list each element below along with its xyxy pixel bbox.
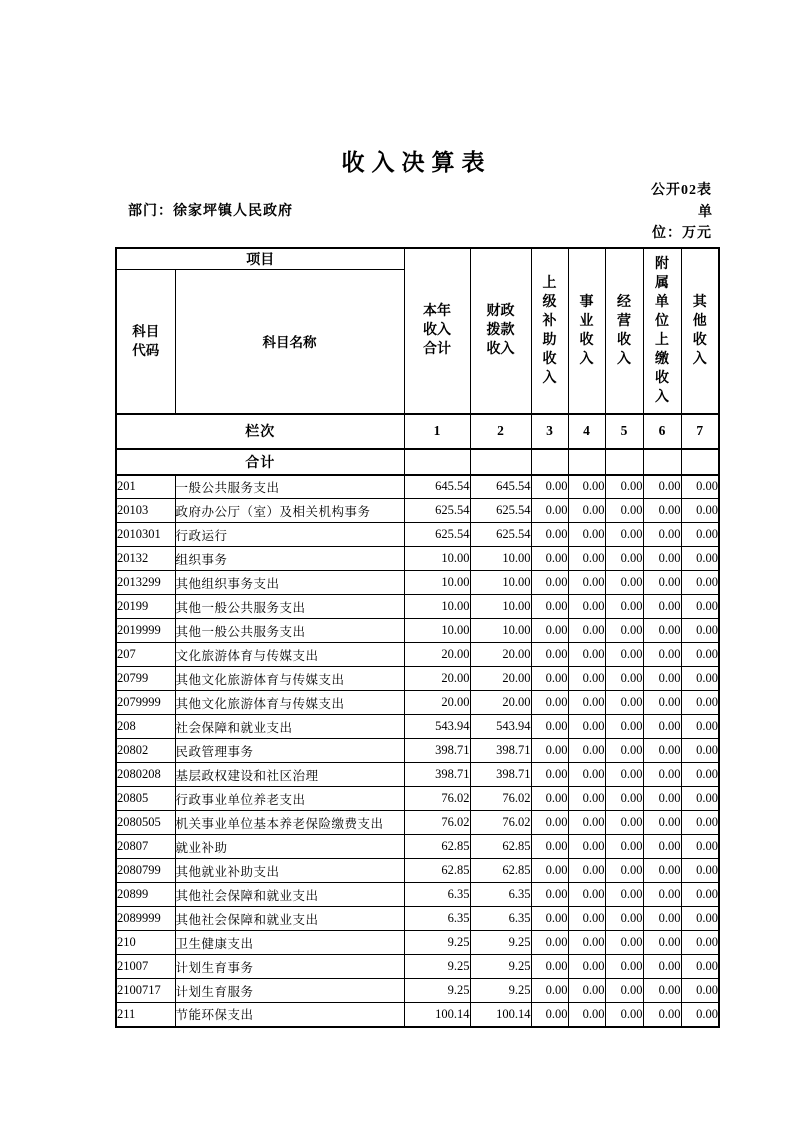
value-cell-subordinate-remittance: 0.00 [643, 523, 681, 547]
value-cell-subordinate-remittance: 0.00 [643, 739, 681, 763]
value-cell-fiscal-appropriation: 9.25 [470, 931, 531, 955]
value-cell-business-income: 0.00 [568, 667, 605, 691]
value-cell-superior-subsidy: 0.00 [531, 835, 568, 859]
column-header-total-income-text: 本年收入合计 [423, 304, 451, 358]
column-header-total-income [404, 248, 470, 414]
subject-code-header [116, 270, 175, 414]
total-value-4 [568, 449, 605, 475]
value-cell-total-income: 76.02 [404, 811, 470, 835]
table-row [116, 739, 719, 763]
value-cell-subordinate-remittance: 0.00 [643, 835, 681, 859]
revenue-table [115, 247, 720, 1028]
table-row [116, 763, 719, 787]
value-cell-total-income: 10.00 [404, 619, 470, 643]
subject-code-cell: 2079999 [116, 691, 175, 715]
value-cell-operating-income: 0.00 [605, 763, 643, 787]
value-cell-operating-income: 0.00 [605, 979, 643, 1003]
value-cell-superior-subsidy: 0.00 [531, 883, 568, 907]
value-cell-superior-subsidy: 0.00 [531, 931, 568, 955]
value-cell-subordinate-remittance: 0.00 [643, 931, 681, 955]
column-index-2: 2 [470, 414, 531, 449]
value-cell-total-income: 9.25 [404, 931, 470, 955]
value-cell-operating-income: 0.00 [605, 691, 643, 715]
subject-name-cell: 其他就业补助支出 [175, 859, 404, 883]
total-value-1 [404, 449, 470, 475]
table-row [116, 595, 719, 619]
value-cell-business-income: 0.00 [568, 1003, 605, 1027]
value-cell-operating-income: 0.00 [605, 619, 643, 643]
subject-name-cell: 其他社会保障和就业支出 [175, 883, 404, 907]
value-cell-total-income: 645.54 [404, 475, 470, 499]
subject-code-cell: 207 [116, 643, 175, 667]
department-label: 部门：徐家坪镇人民政府 [128, 204, 293, 219]
value-cell-other-income: 0.00 [681, 619, 719, 643]
value-cell-business-income: 0.00 [568, 763, 605, 787]
value-cell-superior-subsidy: 0.00 [531, 1003, 568, 1027]
value-cell-other-income: 0.00 [681, 739, 719, 763]
table-row [116, 475, 719, 499]
value-cell-other-income: 0.00 [681, 883, 719, 907]
value-cell-business-income: 0.00 [568, 883, 605, 907]
value-cell-business-income: 0.00 [568, 475, 605, 499]
value-cell-subordinate-remittance: 0.00 [643, 907, 681, 931]
value-cell-other-income: 0.00 [681, 763, 719, 787]
value-cell-operating-income: 0.00 [605, 739, 643, 763]
column-header-subordinate-remittance [643, 248, 681, 414]
value-cell-superior-subsidy: 0.00 [531, 523, 568, 547]
unit-label-line1: 单 [698, 205, 712, 220]
value-cell-business-income: 0.00 [568, 643, 605, 667]
table-row [116, 1003, 719, 1027]
table-row [116, 931, 719, 955]
subject-code-cell: 2010301 [116, 523, 175, 547]
value-cell-fiscal-appropriation: 398.71 [470, 739, 531, 763]
table-number-label: 公开02表 [651, 183, 712, 198]
value-cell-superior-subsidy: 0.00 [531, 907, 568, 931]
value-cell-fiscal-appropriation: 62.85 [470, 835, 531, 859]
value-cell-business-income: 0.00 [568, 499, 605, 523]
value-cell-fiscal-appropriation: 398.71 [470, 763, 531, 787]
value-cell-subordinate-remittance: 0.00 [643, 715, 681, 739]
subject-name-cell: 计划生育服务 [175, 979, 404, 1003]
subject-code-cell: 208 [116, 715, 175, 739]
column-header-business-income-text: 事业收入 [579, 294, 594, 367]
value-cell-business-income: 0.00 [568, 859, 605, 883]
subject-code-cell: 20132 [116, 547, 175, 571]
value-cell-business-income: 0.00 [568, 931, 605, 955]
value-cell-other-income: 0.00 [681, 667, 719, 691]
value-cell-other-income: 0.00 [681, 931, 719, 955]
value-cell-other-income: 0.00 [681, 691, 719, 715]
value-cell-fiscal-appropriation: 10.00 [470, 595, 531, 619]
value-cell-total-income: 62.85 [404, 859, 470, 883]
value-cell-business-income: 0.00 [568, 979, 605, 1003]
subject-name-cell: 行政事业单位养老支出 [175, 787, 404, 811]
value-cell-total-income: 625.54 [404, 499, 470, 523]
subject-name-cell: 其他社会保障和就业支出 [175, 907, 404, 931]
subject-code-cell: 2100717 [116, 979, 175, 1003]
value-cell-fiscal-appropriation: 645.54 [470, 475, 531, 499]
table-row [116, 979, 719, 1003]
value-cell-operating-income: 0.00 [605, 835, 643, 859]
value-cell-superior-subsidy: 0.00 [531, 955, 568, 979]
value-cell-operating-income: 0.00 [605, 883, 643, 907]
value-cell-superior-subsidy: 0.00 [531, 739, 568, 763]
column-index-3: 3 [531, 414, 568, 449]
value-cell-subordinate-remittance: 0.00 [643, 787, 681, 811]
subject-name-cell: 节能环保支出 [175, 1003, 404, 1027]
subject-name-cell: 社会保障和就业支出 [175, 715, 404, 739]
column-header-superior-subsidy [531, 248, 568, 414]
column-header-superior-subsidy-text: 上级补助收入 [542, 275, 557, 386]
value-cell-subordinate-remittance: 0.00 [643, 763, 681, 787]
subject-code-cell: 201 [116, 475, 175, 499]
value-cell-superior-subsidy: 0.00 [531, 643, 568, 667]
subject-name-cell: 其他组织事务支出 [175, 571, 404, 595]
total-value-7 [681, 449, 719, 475]
subject-name-cell: 行政运行 [175, 523, 404, 547]
value-cell-superior-subsidy: 0.00 [531, 547, 568, 571]
column-index-7: 7 [681, 414, 719, 449]
value-cell-fiscal-appropriation: 10.00 [470, 571, 531, 595]
value-cell-fiscal-appropriation: 10.00 [470, 619, 531, 643]
column-index-5: 5 [605, 414, 643, 449]
value-cell-fiscal-appropriation: 76.02 [470, 787, 531, 811]
value-cell-subordinate-remittance: 0.00 [643, 859, 681, 883]
value-cell-subordinate-remittance: 0.00 [643, 979, 681, 1003]
subject-name-cell: 一般公共服务支出 [175, 475, 404, 499]
value-cell-total-income: 6.35 [404, 883, 470, 907]
table-row [116, 643, 719, 667]
value-cell-operating-income: 0.00 [605, 1003, 643, 1027]
value-cell-total-income: 398.71 [404, 739, 470, 763]
value-cell-business-income: 0.00 [568, 619, 605, 643]
value-cell-operating-income: 0.00 [605, 667, 643, 691]
value-cell-superior-subsidy: 0.00 [531, 595, 568, 619]
value-cell-other-income: 0.00 [681, 979, 719, 1003]
subject-code-cell: 2080208 [116, 763, 175, 787]
subject-name-cell: 计划生育事务 [175, 955, 404, 979]
subject-name-cell: 机关事业单位基本养老保险缴费支出 [175, 811, 404, 835]
value-cell-operating-income: 0.00 [605, 859, 643, 883]
project-header-cell: 项目 [116, 248, 404, 270]
value-cell-business-income: 0.00 [568, 547, 605, 571]
value-cell-total-income: 10.00 [404, 547, 470, 571]
value-cell-business-income: 0.00 [568, 811, 605, 835]
value-cell-operating-income: 0.00 [605, 571, 643, 595]
subject-name-cell: 其他文化旅游体育与传媒支出 [175, 691, 404, 715]
value-cell-other-income: 0.00 [681, 787, 719, 811]
table-row [116, 859, 719, 883]
value-cell-fiscal-appropriation: 6.35 [470, 883, 531, 907]
value-cell-business-income: 0.00 [568, 691, 605, 715]
value-cell-total-income: 10.00 [404, 595, 470, 619]
subject-name-cell: 文化旅游体育与传媒支出 [175, 643, 404, 667]
value-cell-total-income: 10.00 [404, 571, 470, 595]
value-cell-operating-income: 0.00 [605, 547, 643, 571]
value-cell-operating-income: 0.00 [605, 523, 643, 547]
column-header-fiscal-appropriation-text: 财政拨款收入 [486, 304, 515, 358]
value-cell-business-income: 0.00 [568, 955, 605, 979]
subject-code-cell: 20199 [116, 595, 175, 619]
column-header-fiscal-appropriation [470, 248, 531, 414]
table-row [116, 499, 719, 523]
value-cell-operating-income: 0.00 [605, 787, 643, 811]
subject-code-header-text: 科目代码 [132, 324, 160, 359]
value-cell-subordinate-remittance: 0.00 [643, 619, 681, 643]
value-cell-business-income: 0.00 [568, 787, 605, 811]
unit-label-line2: 位：万元 [652, 226, 712, 241]
value-cell-superior-subsidy: 0.00 [531, 571, 568, 595]
value-cell-subordinate-remittance: 0.00 [643, 475, 681, 499]
column-header-operating-income-text: 经营收入 [617, 294, 631, 367]
total-value-5 [605, 449, 643, 475]
value-cell-operating-income: 0.00 [605, 811, 643, 835]
subject-name-header: 科目名称 [175, 270, 404, 414]
value-cell-business-income: 0.00 [568, 571, 605, 595]
total-value-6 [643, 449, 681, 475]
value-cell-business-income: 0.00 [568, 907, 605, 931]
subject-code-cell: 20802 [116, 739, 175, 763]
value-cell-superior-subsidy: 0.00 [531, 499, 568, 523]
value-cell-superior-subsidy: 0.00 [531, 787, 568, 811]
subject-code-cell: 2080505 [116, 811, 175, 835]
value-cell-total-income: 20.00 [404, 643, 470, 667]
value-cell-total-income: 100.14 [404, 1003, 470, 1027]
table-row [116, 619, 719, 643]
total-row-label: 合计 [116, 449, 404, 475]
subject-code-cell: 20805 [116, 787, 175, 811]
column-header-other-income-text: 其他收入 [692, 294, 707, 367]
value-cell-total-income: 20.00 [404, 691, 470, 715]
value-cell-other-income: 0.00 [681, 547, 719, 571]
value-cell-superior-subsidy: 0.00 [531, 619, 568, 643]
subject-code-cell: 210 [116, 931, 175, 955]
column-index-6: 6 [643, 414, 681, 449]
value-cell-total-income: 9.25 [404, 979, 470, 1003]
value-cell-other-income: 0.00 [681, 595, 719, 619]
value-cell-business-income: 0.00 [568, 595, 605, 619]
subject-name-cell: 卫生健康支出 [175, 931, 404, 955]
value-cell-subordinate-remittance: 0.00 [643, 571, 681, 595]
value-cell-other-income: 0.00 [681, 955, 719, 979]
value-cell-business-income: 0.00 [568, 523, 605, 547]
column-header-other-income [681, 248, 719, 414]
value-cell-operating-income: 0.00 [605, 907, 643, 931]
table-row [116, 787, 719, 811]
value-cell-other-income: 0.00 [681, 475, 719, 499]
value-cell-superior-subsidy: 0.00 [531, 691, 568, 715]
subject-code-cell: 20807 [116, 835, 175, 859]
value-cell-operating-income: 0.00 [605, 715, 643, 739]
subject-code-cell: 2019999 [116, 619, 175, 643]
table-row [116, 715, 719, 739]
total-value-2 [470, 449, 531, 475]
value-cell-business-income: 0.00 [568, 715, 605, 739]
subject-name-cell: 政府办公厅（室）及相关机构事务 [175, 499, 404, 523]
column-header-operating-income [605, 248, 643, 414]
subject-name-cell: 其他一般公共服务支出 [175, 619, 404, 643]
column-index-1: 1 [404, 414, 470, 449]
value-cell-other-income: 0.00 [681, 835, 719, 859]
value-cell-other-income: 0.00 [681, 715, 719, 739]
subject-code-cell: 20103 [116, 499, 175, 523]
value-cell-other-income: 0.00 [681, 1003, 719, 1027]
value-cell-superior-subsidy: 0.00 [531, 475, 568, 499]
value-cell-fiscal-appropriation: 20.00 [470, 643, 531, 667]
value-cell-total-income: 76.02 [404, 787, 470, 811]
value-cell-total-income: 20.00 [404, 667, 470, 691]
value-cell-other-income: 0.00 [681, 499, 719, 523]
total-row [116, 449, 719, 475]
value-cell-business-income: 0.00 [568, 739, 605, 763]
subject-name-cell: 其他一般公共服务支出 [175, 595, 404, 619]
subject-code-cell: 211 [116, 1003, 175, 1027]
value-cell-total-income: 625.54 [404, 523, 470, 547]
value-cell-fiscal-appropriation: 9.25 [470, 955, 531, 979]
value-cell-operating-income: 0.00 [605, 475, 643, 499]
value-cell-subordinate-remittance: 0.00 [643, 643, 681, 667]
table-row [116, 523, 719, 547]
column-index-label: 栏次 [116, 414, 404, 449]
table-row [116, 883, 719, 907]
page-title: 收入决算表 [341, 149, 492, 175]
value-cell-fiscal-appropriation: 9.25 [470, 979, 531, 1003]
value-cell-fiscal-appropriation: 20.00 [470, 667, 531, 691]
value-cell-other-income: 0.00 [681, 571, 719, 595]
value-cell-superior-subsidy: 0.00 [531, 811, 568, 835]
value-cell-subordinate-remittance: 0.00 [643, 595, 681, 619]
subject-name-cell: 民政管理事务 [175, 739, 404, 763]
value-cell-total-income: 62.85 [404, 835, 470, 859]
value-cell-total-income: 6.35 [404, 907, 470, 931]
value-cell-fiscal-appropriation: 625.54 [470, 499, 531, 523]
value-cell-operating-income: 0.00 [605, 643, 643, 667]
value-cell-superior-subsidy: 0.00 [531, 979, 568, 1003]
column-index-row [116, 414, 719, 449]
value-cell-total-income: 398.71 [404, 763, 470, 787]
total-value-3 [531, 449, 568, 475]
subject-code-cell: 2013299 [116, 571, 175, 595]
value-cell-other-income: 0.00 [681, 811, 719, 835]
value-cell-total-income: 543.94 [404, 715, 470, 739]
table-body [116, 475, 719, 1027]
value-cell-subordinate-remittance: 0.00 [643, 955, 681, 979]
subject-code-cell: 20799 [116, 667, 175, 691]
value-cell-superior-subsidy: 0.00 [531, 763, 568, 787]
value-cell-operating-income: 0.00 [605, 955, 643, 979]
value-cell-fiscal-appropriation: 62.85 [470, 859, 531, 883]
table-row [116, 835, 719, 859]
subject-name-cell: 其他文化旅游体育与传媒支出 [175, 667, 404, 691]
subject-code-cell: 2089999 [116, 907, 175, 931]
value-cell-superior-subsidy: 0.00 [531, 859, 568, 883]
value-cell-superior-subsidy: 0.00 [531, 715, 568, 739]
table-row [116, 667, 719, 691]
value-cell-fiscal-appropriation: 10.00 [470, 547, 531, 571]
value-cell-subordinate-remittance: 0.00 [643, 667, 681, 691]
table-row [116, 811, 719, 835]
subject-name-cell: 基层政权建设和社区治理 [175, 763, 404, 787]
table-row [116, 547, 719, 571]
table-row [116, 955, 719, 979]
value-cell-operating-income: 0.00 [605, 595, 643, 619]
column-header-business-income [568, 248, 605, 414]
value-cell-subordinate-remittance: 0.00 [643, 811, 681, 835]
column-index-4: 4 [568, 414, 605, 449]
subject-code-cell: 2080799 [116, 859, 175, 883]
value-cell-subordinate-remittance: 0.00 [643, 691, 681, 715]
value-cell-fiscal-appropriation: 76.02 [470, 811, 531, 835]
value-cell-fiscal-appropriation: 543.94 [470, 715, 531, 739]
table-row [116, 571, 719, 595]
table-row [116, 691, 719, 715]
value-cell-business-income: 0.00 [568, 835, 605, 859]
subject-code-cell: 21007 [116, 955, 175, 979]
value-cell-fiscal-appropriation: 20.00 [470, 691, 531, 715]
value-cell-operating-income: 0.00 [605, 499, 643, 523]
value-cell-other-income: 0.00 [681, 859, 719, 883]
value-cell-subordinate-remittance: 0.00 [643, 1003, 681, 1027]
value-cell-fiscal-appropriation: 100.14 [470, 1003, 531, 1027]
value-cell-subordinate-remittance: 0.00 [643, 883, 681, 907]
value-cell-total-income: 9.25 [404, 955, 470, 979]
table-row [116, 907, 719, 931]
value-cell-other-income: 0.00 [681, 643, 719, 667]
value-cell-operating-income: 0.00 [605, 931, 643, 955]
subject-code-cell: 20899 [116, 883, 175, 907]
value-cell-superior-subsidy: 0.00 [531, 667, 568, 691]
value-cell-subordinate-remittance: 0.00 [643, 547, 681, 571]
value-cell-fiscal-appropriation: 6.35 [470, 907, 531, 931]
value-cell-other-income: 0.00 [681, 907, 719, 931]
subject-name-cell: 组织事务 [175, 547, 404, 571]
value-cell-other-income: 0.00 [681, 523, 719, 547]
column-header-subordinate-remittance-text: 附属单位上缴收入 [655, 256, 669, 405]
subject-name-cell: 就业补助 [175, 835, 404, 859]
value-cell-fiscal-appropriation: 625.54 [470, 523, 531, 547]
value-cell-subordinate-remittance: 0.00 [643, 499, 681, 523]
